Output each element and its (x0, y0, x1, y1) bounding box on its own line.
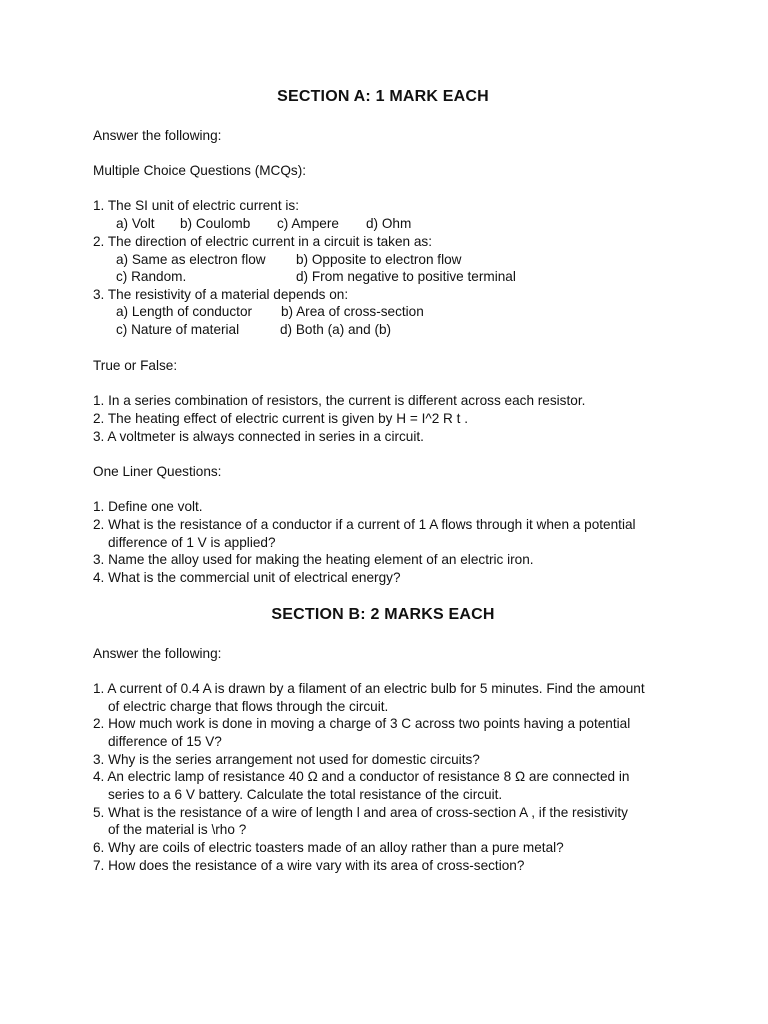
mcq-3-option-b: b) Area of cross-section (281, 304, 424, 319)
section-b-q1-cont: of electric charge that flows through the circuit. (108, 699, 389, 714)
one-liner-item-1: 1. Define one volt. (93, 499, 203, 514)
true-false-heading: True or False: (93, 358, 178, 373)
mcq-1-option-a: a) Volt (116, 216, 155, 231)
mcq-1-option-d: d) Ohm (366, 216, 412, 231)
section-b-q4-cont: series to a 6 V battery. Calculate the total resistance of the circuit. (108, 787, 503, 802)
one-liner-item-2: 2. What is the resistance of a conductor if a current of 1 A flows through it when a potential (93, 517, 636, 532)
mcq-question-3: 3. The resistivity of a material depends on: (93, 287, 349, 302)
true-false-item-3: 3. A voltmeter is always connected in series in a circuit. (93, 429, 424, 444)
section-a-intro: Answer the following: (93, 128, 222, 143)
one-liner-item-3: 3. Name the alloy used for making the heating element of an electric iron. (93, 552, 534, 567)
section-b-q7: 7. How does the resistance of a wire vary with its area of cross-section? (93, 858, 525, 873)
section-b-q2: 2. How much work is done in moving a charge of 3 C across two points having a potential (93, 716, 631, 731)
mcq-1-option-b: b) Coulomb (180, 216, 251, 231)
section-b-q1: 1. A current of 0.4 A is drawn by a filament of an electric bulb for 5 minutes. Find the amount (93, 681, 645, 696)
mcq-heading: Multiple Choice Questions (MCQs): (93, 163, 307, 178)
mcq-1-option-c: c) Ampere (277, 216, 339, 231)
section-b-q5: 5. What is the resistance of a wire of length l and area of cross-section A , if the resistivity (93, 805, 628, 820)
one-liner-heading: One Liner Questions: (93, 464, 222, 479)
section-b-q5-cont: of the material is \rho ? (108, 822, 247, 837)
mcq-2-option-a: a) Same as electron flow (116, 252, 266, 267)
one-liner-item-4: 4. What is the commercial unit of electrical energy? (93, 570, 401, 585)
mcq-2-option-b: b) Opposite to electron flow (296, 252, 462, 267)
mcq-2-option-d: d) From negative to positive terminal (296, 269, 516, 284)
section-b-q3: 3. Why is the series arrangement not used for domestic circuits? (93, 752, 480, 767)
section-b-q2-cont: difference of 15 V? (108, 734, 222, 749)
section-b-intro: Answer the following: (93, 646, 222, 661)
one-liner-item-2-cont: difference of 1 V is applied? (108, 535, 276, 550)
mcq-3-option-d: d) Both (a) and (b) (280, 322, 392, 337)
section-b-q6: 6. Why are coils of electric toasters made of an alloy rather than a pure metal? (93, 840, 564, 855)
mcq-3-option-a: a) Length of conductor (116, 304, 253, 319)
section-b-title: SECTION B: 2 MARKS EACH (271, 606, 495, 623)
true-false-item-1: 1. In a series combination of resistors, the current is different across each resistor. (93, 393, 586, 408)
section-b-q4: 4. An electric lamp of resistance 40 Ω and a conductor of resistance 8 Ω are connected in (93, 769, 630, 784)
true-false-item-2: 2. The heating effect of electric current is given by H = I^2 R t . (93, 411, 468, 426)
mcq-3-option-c: c) Nature of material (116, 322, 240, 337)
mcq-question-1: 1. The SI unit of electric current is: (93, 198, 300, 213)
mcq-2-option-c: c) Random. (116, 269, 187, 284)
section-a-title: SECTION A: 1 MARK EACH (277, 88, 489, 105)
mcq-question-2: 2. The direction of electric current in a circuit is taken as: (93, 234, 432, 249)
